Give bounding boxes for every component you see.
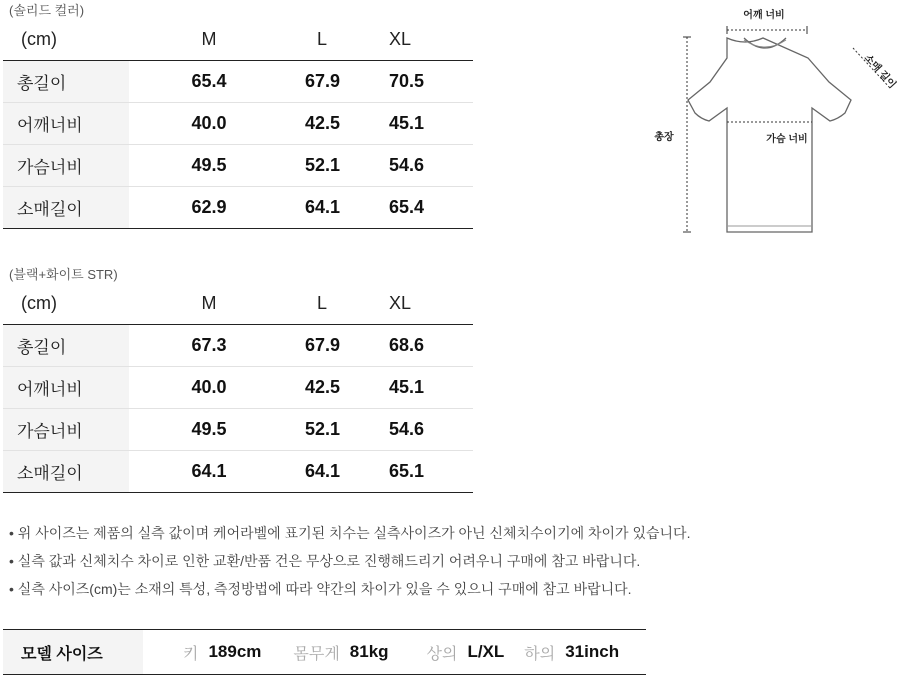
size-header-m: M — [201, 292, 217, 313]
height-value: 189cm — [208, 642, 262, 661]
cell-value: 52.1 — [305, 155, 341, 175]
weight-value: 81kg — [349, 642, 389, 661]
total-length-label: 총장 — [654, 132, 674, 143]
table1-caption: (솔리드 컬러) — [9, 3, 85, 18]
unit-label: (cm) — [21, 28, 57, 49]
cell-value: 65.4 — [389, 197, 425, 217]
model-size-bar — [3, 629, 646, 675]
cell-value: 68.6 — [389, 335, 425, 355]
cell-value: 67.9 — [305, 71, 341, 91]
chest-width-label: 가슴 너비 — [766, 134, 808, 145]
cell-value: 54.6 — [389, 419, 425, 439]
row-label: 총길이 — [3, 325, 129, 367]
cell-value: 62.9 — [191, 197, 227, 217]
cell-value: 54.6 — [389, 155, 425, 175]
table-row — [3, 103, 473, 145]
row-label: 소매길이 — [3, 451, 129, 493]
row-label: 어깨너비 — [3, 103, 129, 145]
cell-value: 64.1 — [191, 461, 227, 481]
note-item: • 위 사이즈는 제품의 실측 값이며 케어라벨에 표기된 치수는 실측사이즈가 아닌 신체치수이기에 차이가 있습니다. — [9, 525, 691, 541]
row-label: 소매길이 — [3, 187, 129, 229]
note-item: • 실측 사이즈(cm)는 소재의 특성, 측정방법에 따라 약간의 차이가 있을 수 있으니 구매에 참고 바랍니다. — [9, 581, 632, 597]
cell-value: 45.1 — [389, 113, 425, 133]
tshirt-measurement-diagram — [640, 0, 899, 245]
note-item: • 실측 값과 신체치수 차이로 인한 교환/반품 건은 무상으로 진행해드리기 어려우니 구매에 참고 바랍니다. — [9, 553, 641, 569]
size-header-m: M — [201, 28, 217, 49]
top-label: 상의 — [426, 645, 458, 663]
cell-value: 42.5 — [305, 113, 341, 133]
weight-label: 몸무게 — [293, 645, 340, 663]
cell-value: 45.1 — [389, 377, 425, 397]
cell-value: 67.3 — [191, 335, 227, 355]
cell-value: 40.0 — [191, 113, 227, 133]
table-row — [3, 61, 473, 103]
table-row — [3, 409, 473, 451]
height-label: 키 — [183, 645, 199, 663]
cell-value: 70.5 — [389, 71, 425, 91]
row-label: 총길이 — [3, 61, 129, 103]
size-table-stripe — [3, 282, 473, 493]
sleeve-length-label: 소매 길이 — [861, 52, 898, 91]
bottom-value: 31inch — [565, 642, 620, 661]
top-value: L/XL — [467, 642, 505, 661]
unit-label: (cm) — [21, 292, 57, 313]
table-row — [3, 451, 473, 493]
cell-value: 42.5 — [305, 377, 341, 397]
row-label: 어깨너비 — [3, 367, 129, 409]
cell-value: 65.4 — [191, 71, 227, 91]
cell-value: 67.9 — [305, 335, 341, 355]
row-label: 가슴너비 — [3, 145, 129, 187]
size-table-solid — [3, 18, 473, 229]
table-row — [3, 325, 473, 367]
size-notes — [9, 522, 690, 606]
cell-value: 49.5 — [191, 155, 227, 175]
bottom-label: 하의 — [524, 645, 556, 663]
cell-value: 64.1 — [305, 461, 341, 481]
table-row — [3, 367, 473, 409]
size-header-l: L — [316, 292, 327, 313]
cell-value: 49.5 — [191, 419, 227, 439]
shoulder-width-label: 어깨 너비 — [743, 10, 785, 21]
row-label: 가슴너비 — [3, 409, 129, 451]
size-header-xl: XL — [389, 28, 412, 49]
model-size-title: 모델 사이즈 — [3, 630, 143, 674]
table-row — [3, 187, 473, 229]
table2-caption: (블랙+화이트 STR) — [9, 267, 118, 282]
size-header-xl: XL — [389, 292, 412, 313]
cell-value: 40.0 — [191, 377, 227, 397]
table-row — [3, 145, 473, 187]
size-header-l: L — [316, 28, 327, 49]
cell-value: 64.1 — [305, 197, 341, 217]
cell-value: 65.1 — [389, 461, 425, 481]
cell-value: 52.1 — [305, 419, 341, 439]
